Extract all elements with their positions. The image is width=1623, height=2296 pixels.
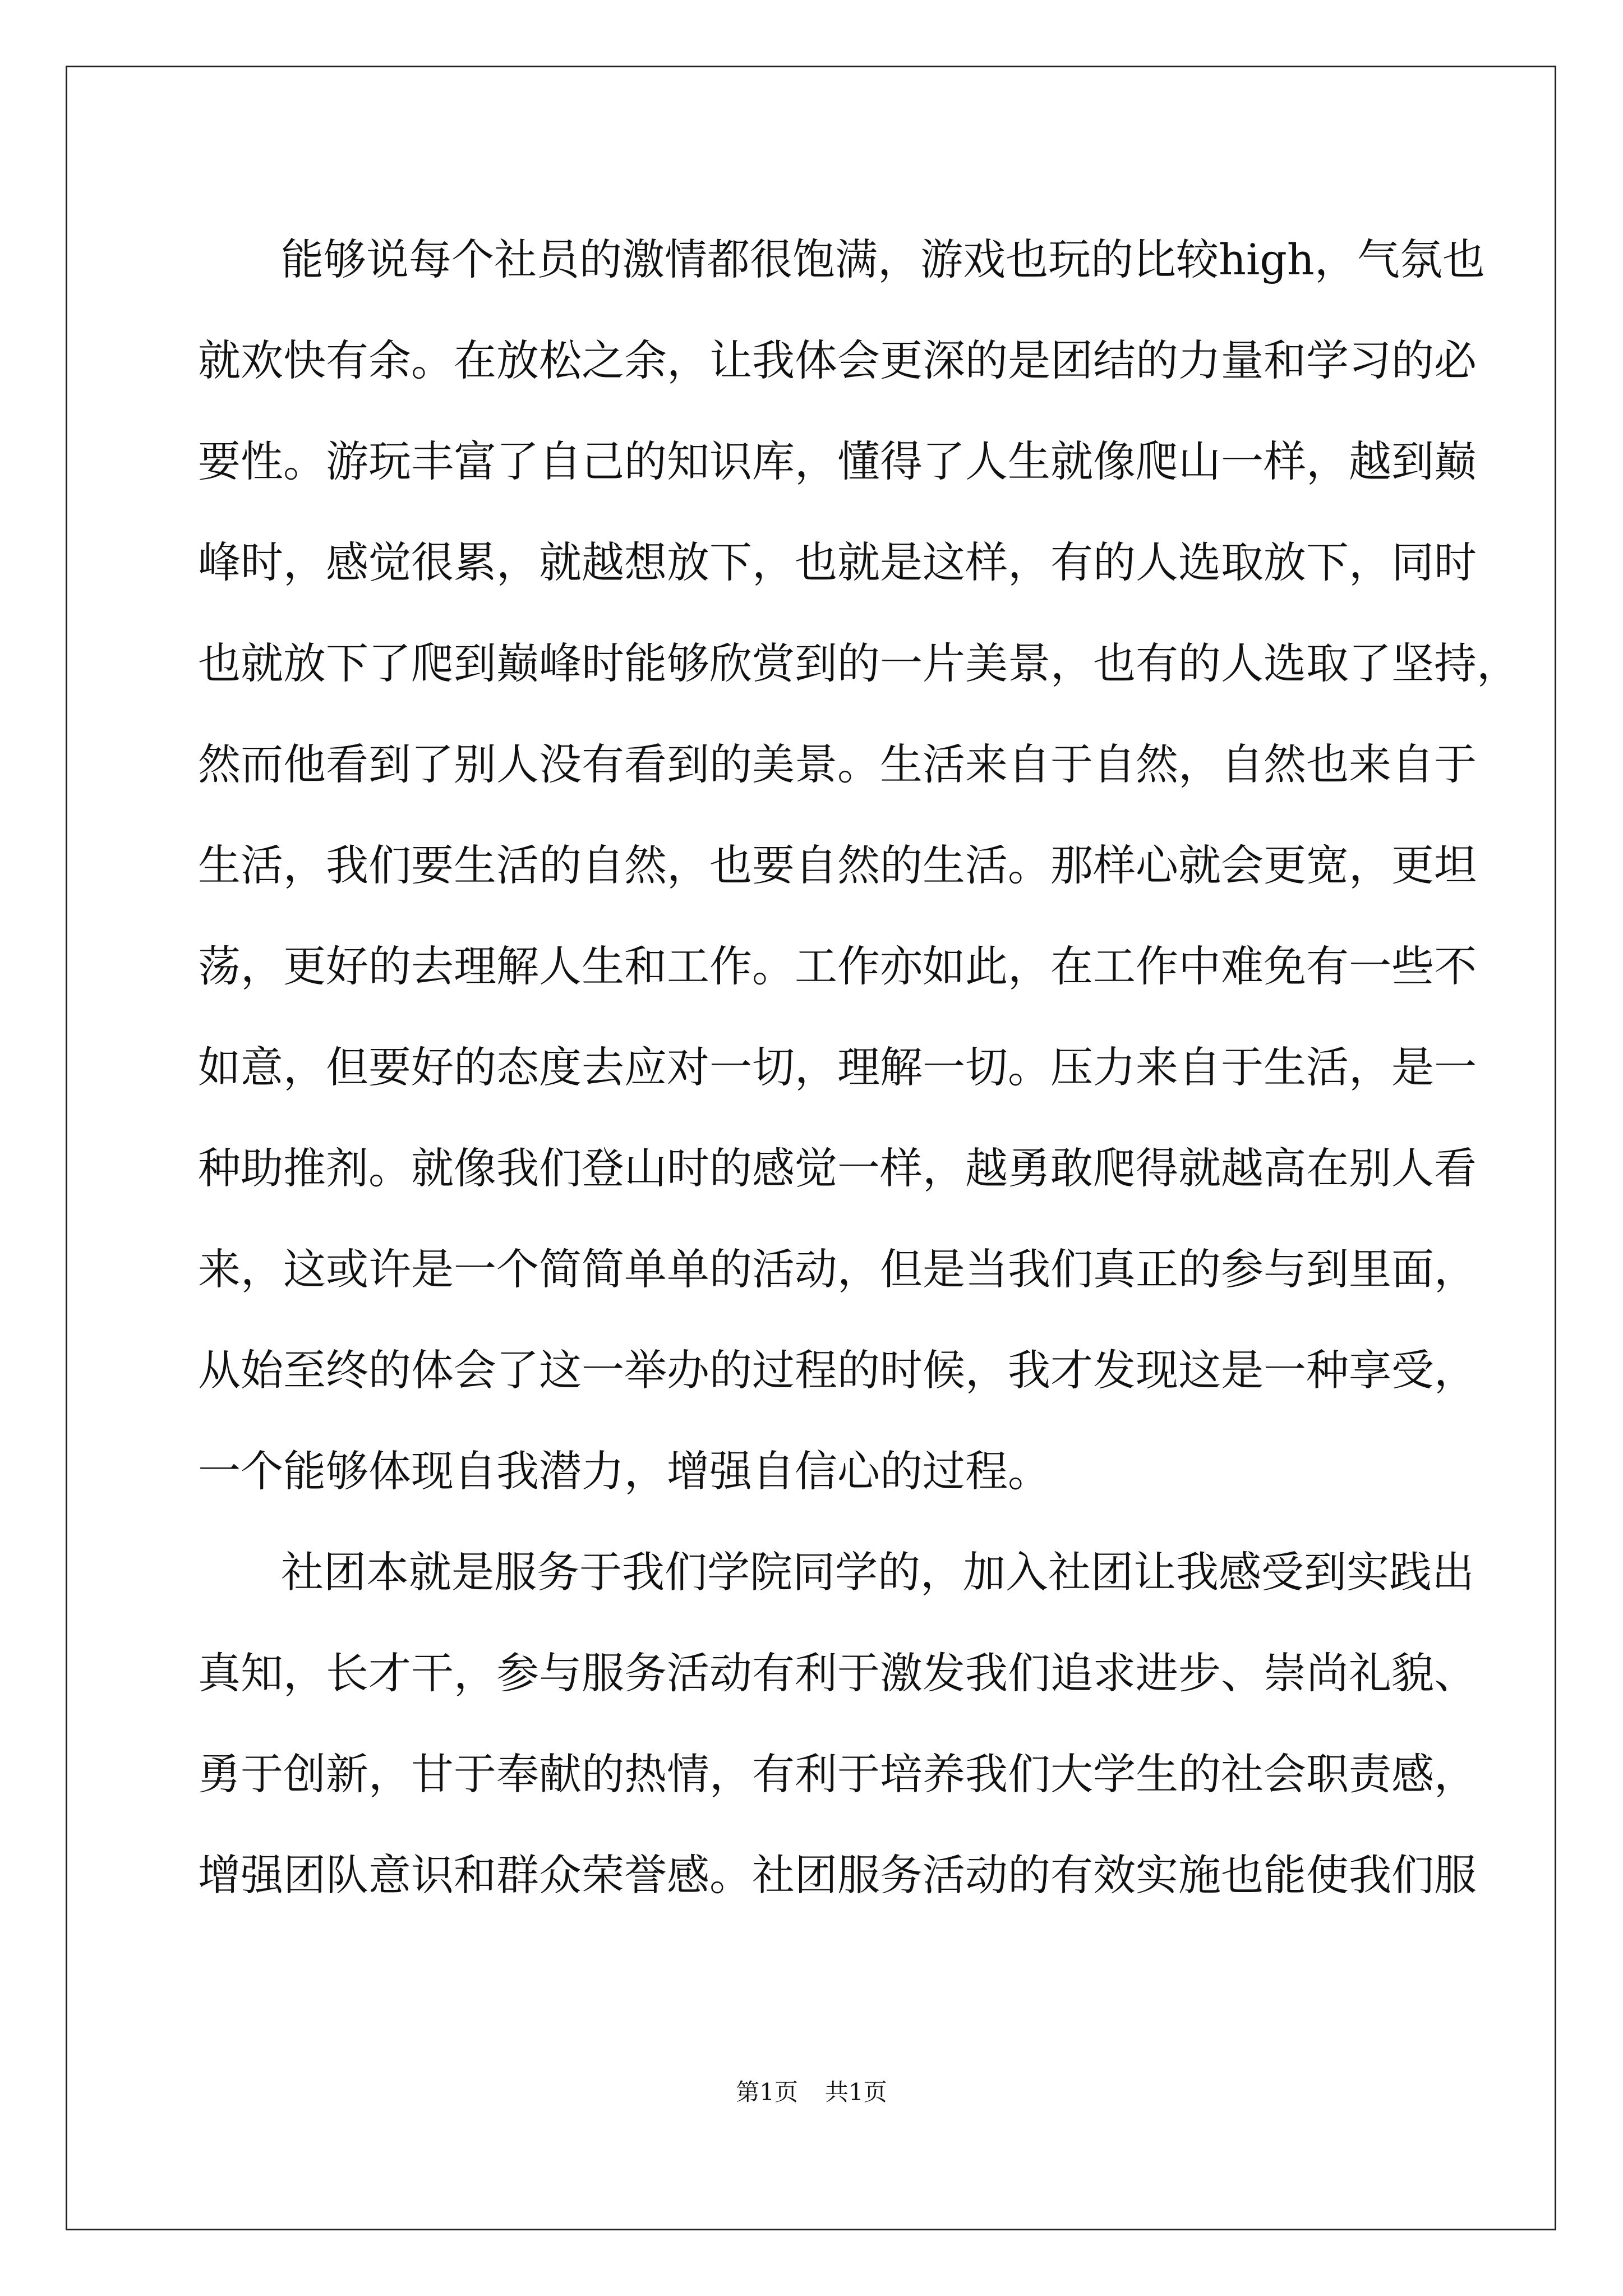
paragraph-2-line-4: 增强团队意识和群众荣誉感。社团服务活动的有效实施也能使我们服 — [198, 1850, 1477, 1900]
paragraph-1-line-13: 一个能够体现自我潜力，增强自信心的过程。 — [198, 1446, 1050, 1496]
paragraph-1-line-6: 然而他看到了别人没有看到的美景。生活来自于自然，自然也来自于 — [198, 739, 1477, 789]
paragraph-1-line-12: 从始至终的体会了这一举办的过程的时候，我才发现这是一种享受， — [198, 1345, 1477, 1395]
document-body — [198, 209, 1519, 1926]
paragraph-1-line-1: 能够说每个社员的激情都很饱满，游戏也玩的比较high，气氛也 — [281, 234, 1485, 284]
paragraph-1-line-11: 来，这或许是一个简简单单的活动，但是当我们真正的参与到里面， — [198, 1244, 1477, 1294]
paragraph-1-line-10: 种助推剂。就像我们登山时的感觉一样，越勇敢爬得就越高在别人看 — [198, 1143, 1477, 1193]
paragraph-1-line-3: 要性。游玩丰富了自己的知识库，懂得了人生就像爬山一样，越到巅 — [198, 436, 1477, 486]
paragraph-1-line-5: 也就放下了爬到巅峰时能够欣赏到的一片美景，也有的人选取了坚持， — [198, 638, 1519, 688]
paragraph-1-line-7: 生活，我们要生活的自然，也要自然的生活。那样心就会更宽，更坦 — [198, 840, 1477, 890]
paragraph-2-line-3: 勇于创新，甘于奉献的热情，有利于培养我们大学生的社会职责感， — [198, 1749, 1477, 1799]
paragraph-1-line-2: 就欢快有余。在放松之余，让我体会更深的是团结的力量和学习的必 — [198, 335, 1477, 385]
paragraph-1-line-9: 如意，但要好的态度去应对一切，理解一切。压力来自于生活，是一 — [198, 1042, 1477, 1092]
page-footer — [0, 2076, 1623, 2109]
paragraph-1-line-4: 峰时，感觉很累，就越想放下，也就是这样，有的人选取放下，同时 — [198, 537, 1477, 587]
paragraph-2-line-2: 真知，长才干，参与服务活动有利于激发我们追求进步、崇尚礼貌、 — [198, 1648, 1477, 1698]
page-total: 共1页 — [825, 2078, 887, 2106]
paragraph-1-line-8: 荡，更好的去理解人生和工作。工作亦如此，在工作中难免有一些不 — [198, 941, 1477, 991]
page-number: 第1页 — [736, 2078, 798, 2106]
paragraph-2-line-1: 社团本就是服务于我们学院同学的，加入社团让我感受到实践出 — [281, 1547, 1474, 1597]
